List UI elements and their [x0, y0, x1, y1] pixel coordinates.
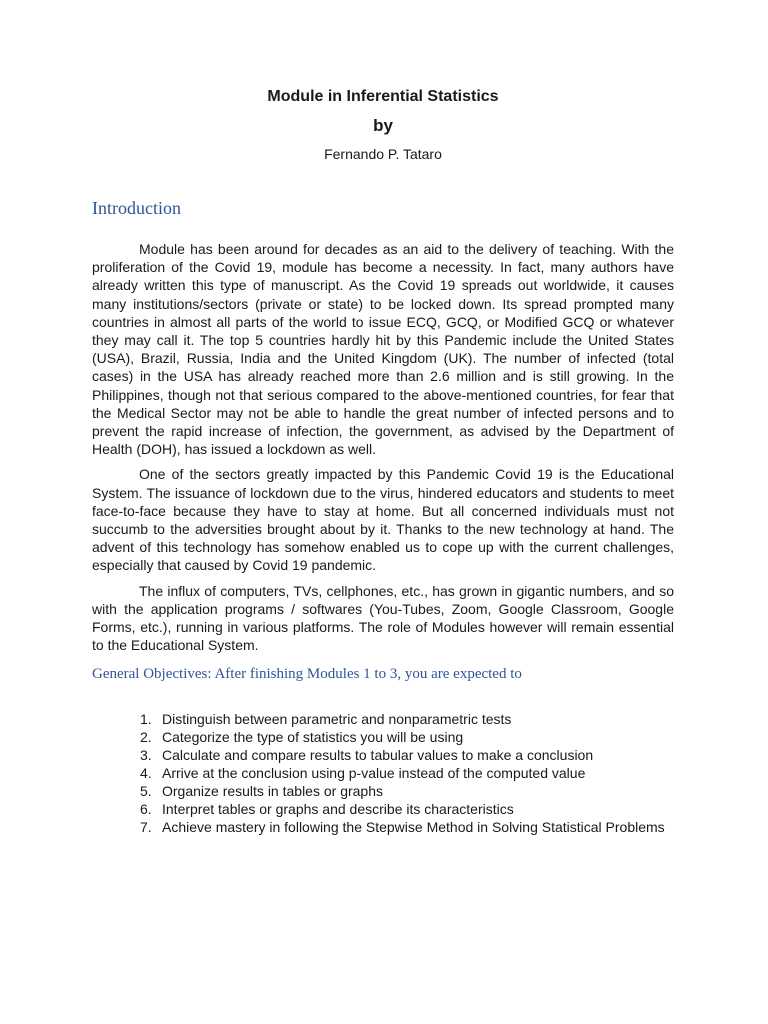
general-objectives-heading: General Objectives: After finishing Modules 1 to 3, you are expected to: [92, 666, 522, 683]
objective-text: Arrive at the conclusion using p-value instead of the computed value: [162, 765, 586, 782]
objective-number: 4.: [140, 765, 152, 782]
objective-item: [140, 818, 674, 836]
objective-number: 6.: [140, 801, 152, 818]
objective-number: 2.: [140, 729, 152, 746]
objective-item: [140, 800, 674, 818]
objective-text: Achieve mastery in following the Stepwise Method in Solving Statistical Problems: [162, 819, 665, 836]
objective-number: 5.: [140, 783, 152, 800]
author-name: Fernando P. Tataro: [324, 146, 442, 162]
intro-paragraph-2: One of the sectors greatly impacted by this Pandemic Covid 19 is the Educational System. The issuance of lockdown due to the virus, hindered educators and students to meet face-to-face because they have to stay at home. But all concerned individuals must not succumb to the adversities brought about by it. Thanks to the new technology at hand. The advent of this technology has somehow enabled us to cope up with the current challenges, especially that caused by Covid 19 pandemic.: [92, 466, 674, 574]
objective-text: Calculate and compare results to tabular values to make a conclusion: [162, 747, 594, 764]
intro-paragraph-1: Module has been around for decades as an aid to the delivery of teaching. With the proliferation of the Covid 19, module has become a necessity. In fact, many authors have already written this type of manuscript. As the Covid 19 spreads out worldwide, it causes many institutions/sectors (private or state) to be locked down. Its spread prompted many countries in almost all parts of the world to issue ECQ, GCQ, or Modified GCQ or whatever they may call it. The top 5 countries hardly hit by this Pandemic include the United States (USA), Brazil, Russia, India and the United Kingdom (UK). The number of infected (total cases) in the USA has already reached more than 2.6 million and is still growing. In the Philippines, though not that serious compared to the above-mentioned countries, for fear that the Medical Sector may not be able to handle the great number of infected persons and to prevent the rapid increase of infection, the government, as advised by the Department of Health (DOH), has issued a lockdown as well.: [92, 241, 674, 458]
objective-item: [140, 782, 674, 800]
intro-paragraph-3: The influx of computers, TVs, cellphones, etc., has grown in gigantic numbers, and so with the application programs / softwares (You-Tubes, Zoom, Google Classroom, Google Forms, etc.), running in various platforms. The role of Modules however will remain essential to the Educational System.: [92, 582, 674, 654]
objective-item: [140, 710, 674, 728]
objective-text: Organize results in tables or graphs: [162, 783, 383, 800]
by-line: by: [373, 116, 393, 135]
objective-text: Interpret tables or graphs and describe its characteristics: [162, 801, 514, 818]
objective-item: [140, 746, 674, 764]
objective-text: Categorize the type of statistics you will be using: [162, 729, 464, 746]
objective-text: Distinguish between parametric and nonparametric tests: [162, 711, 512, 728]
introduction-heading: Introduction: [92, 198, 181, 218]
document-title: Module in Inferential Statistics: [267, 88, 499, 105]
objective-number: 3.: [140, 747, 152, 764]
objective-item: [140, 728, 674, 746]
objectives-list: [92, 710, 674, 836]
objective-number: 1.: [140, 711, 152, 728]
objective-item: [140, 764, 674, 782]
objective-number: 7.: [140, 819, 152, 836]
